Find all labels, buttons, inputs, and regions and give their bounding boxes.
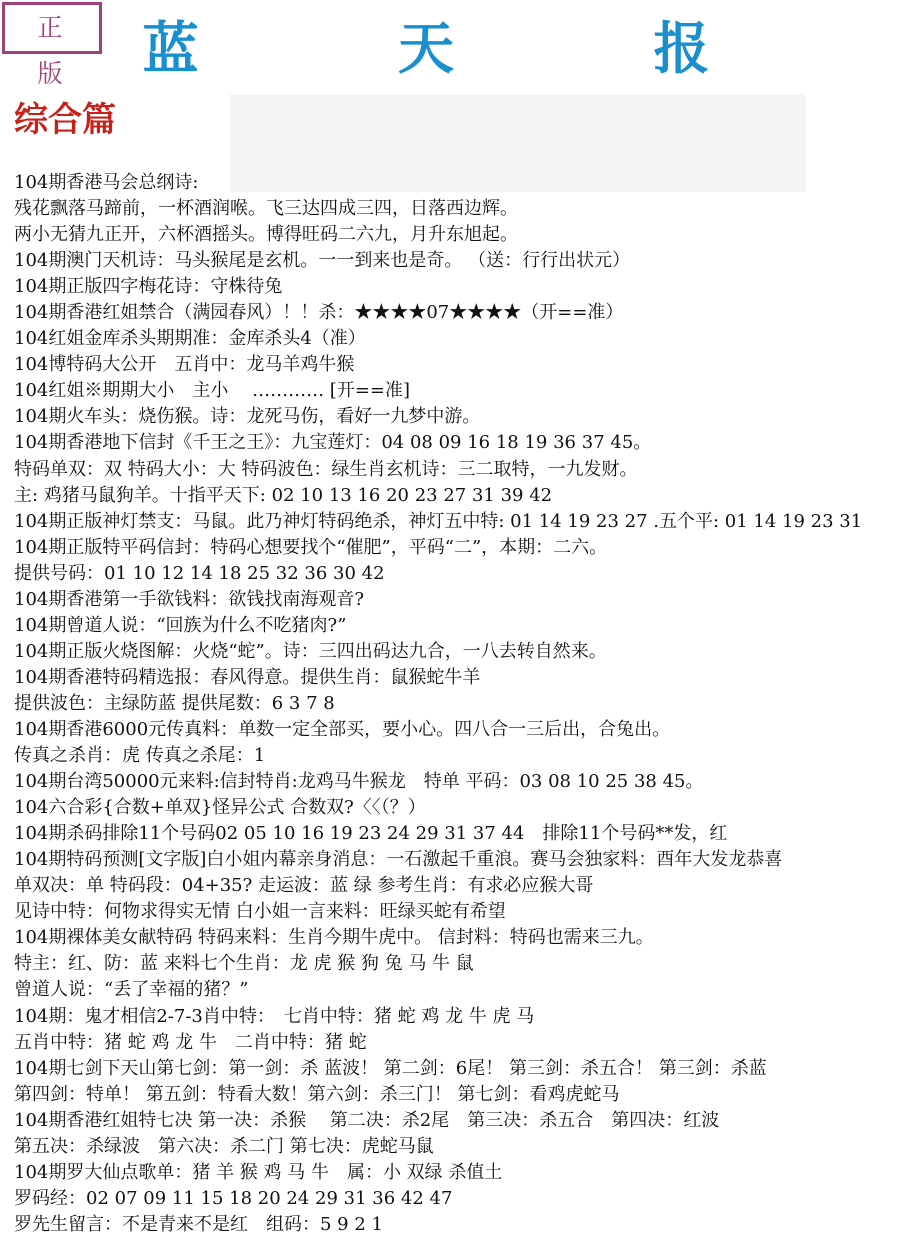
text-line: 104期正版特平码信封：特码心想要找个“催肥”，平码“二”，本期：二六。 — [14, 536, 608, 558]
text-line: 104期火车头：烧伤猴。诗：龙死马伤，看好一九梦中游。 — [14, 406, 481, 428]
page-title: 蓝 天 报 — [142, 16, 800, 82]
text-line: 单双决：单 特码段：04+35? 走运波：蓝 绿 参考生肖：有求必应猴大哥 — [14, 875, 594, 897]
text-line: 104六合彩{合数+单双}怪异公式 合数双?〈〈（？） — [14, 797, 426, 819]
text-line: 104期香港第一手欲钱料：欲钱找南海观音? — [14, 588, 365, 610]
text-line: 第五决：杀绿波 第六决：杀二门 第七决：虎蛇马鼠 — [14, 1135, 434, 1157]
text-line: 104期台湾50000元来料:信封特肖:龙鸡马牛猴龙 特单 平码：03 08 10 25 38 45。 — [14, 771, 704, 793]
text-line: 提供波色：主绿防蓝 提供尾数：6 3 7 8 — [14, 692, 335, 714]
text-line: 104期特码预测[文字版]白小姐内幕亲身消息：一石激起千重浪。赛马会独家料：酉年大发龙恭喜 — [14, 849, 783, 871]
text-line: 104红姐※期期大小 主小 ………… [开==准] — [14, 380, 411, 402]
text-line: 104期正版火烧图解：火烧“蛇”。诗：三四出码达九合，一八去转自然来。 — [14, 640, 607, 662]
text-line: 提供号码：01 10 12 14 18 25 32 36 30 42 — [14, 562, 385, 584]
text-line: 残花飘落马蹄前，一杯酒润喉。飞三达四成三四，日落西边辉。 — [14, 198, 518, 220]
text-line: 104期：鬼才相信2-7-3肖中特： 七肖中特：猪 蛇 鸡 龙 牛 虎 马 — [14, 1005, 535, 1027]
text-line: 特码单双：双 特码大小：大 特码波色：绿生肖玄机诗：三二取特，一九发财。 — [14, 458, 638, 480]
text-line: 104期澳门天机诗：马头猴尾是玄机。一一到来也是奇。 （送：行行出状元） — [14, 250, 631, 272]
text-line: 见诗中特：何物求得实无情 白小姐一言来料：旺绿买蛇有希望 — [14, 901, 506, 923]
text-line: 主: 鸡猪马鼠狗羊。十指平天下: 02 10 13 16 20 23 27 31 39 42 — [14, 484, 553, 506]
text-line: 104期香港地下信封《千王之王》：九宝莲灯：04 08 09 16 18 19 36 37 45。 — [14, 432, 652, 454]
text-line: 104博特码大公开 五肖中：龙马羊鸡牛猴 — [14, 354, 355, 376]
text-line: 104期裸体美女献特码 特码来料：生肖今期牛虎中。 信封料：特码也需来三九。 — [14, 927, 654, 949]
text-line: 罗码经：02 07 09 11 15 18 20 24 29 31 36 42 47 — [14, 1187, 453, 1209]
text-line: 104期七剑下天山第七剑：第一剑：杀 蓝波！ 第二剑：6尾！ 第三剑：杀五合！ 第三剑：杀蓝 — [14, 1057, 767, 1079]
text-line: 曾道人说：“丢了幸福的猪？” — [14, 979, 249, 1001]
text-line: 104期罗大仙点歌单：猪 羊 猴 鸡 马 牛 属：小 双绿 杀值土 — [14, 1161, 503, 1183]
text-line: 104期杀码排除11个号码02 05 10 16 19 23 24 29 31 37 44 排除11个号码**发，红 — [14, 823, 728, 845]
text-line: 罗先生留言：不是青来不是红 组码：5 9 2 1 — [14, 1213, 383, 1235]
text-line: 104期正版神灯禁支：马鼠。此乃神灯特码绝杀，神灯五中特: 01 14 19 23 27 .五个平: 01 14 19 23 31 — [14, 510, 863, 532]
text-line: 104期香港特码精选报：春风得意。提供生肖：鼠猴蛇牛羊 — [14, 666, 481, 688]
text-line: 特主：红、防：蓝 来料七个生肖：龙 虎 猴 狗 兔 马 牛 鼠 — [14, 953, 474, 975]
edition-stamp: 正 版 — [2, 2, 102, 54]
text-line: 104期香港红姐特七决 第一决：杀猴 第二决：杀2尾 第三决：杀五合 第四决：红波 — [14, 1109, 720, 1131]
text-line: 104期正版四字梅花诗：守株待兔 — [14, 276, 283, 298]
text-lines — [14, 170, 898, 1238]
text-line: 104期曾道人说：“回族为什么不吃猪肉?” — [14, 614, 347, 636]
text-line: 两小无猜九正开，六杯酒摇头。博得旺码二六九，月升东旭起。 — [14, 224, 518, 246]
text-line: 104期香港马会总纲诗: — [14, 172, 199, 193]
text-line: 104红姐金库杀头期期准：金库杀头4（准） — [14, 328, 366, 350]
text-line: 104期香港6000元传真料：单数一定全部买，要小心。四八合一三后出，合兔出。 — [14, 718, 671, 740]
section-title: 综合篇 — [14, 100, 116, 140]
text-line: 传真之杀肖：虎 传真之杀尾：1 — [14, 745, 266, 767]
text-line: 第四剑：特单！ 第五剑：特看大数！第六剑：杀三门！ 第七剑：看鸡虎蛇马 — [14, 1083, 620, 1105]
text-line: 五肖中特：猪 蛇 鸡 龙 牛 二肖中特：猪 蛇 — [14, 1031, 367, 1053]
text-line: 104期香港红姐禁合（满园春风）！！杀：★★★★07★★★★（开==准） — [14, 302, 624, 324]
